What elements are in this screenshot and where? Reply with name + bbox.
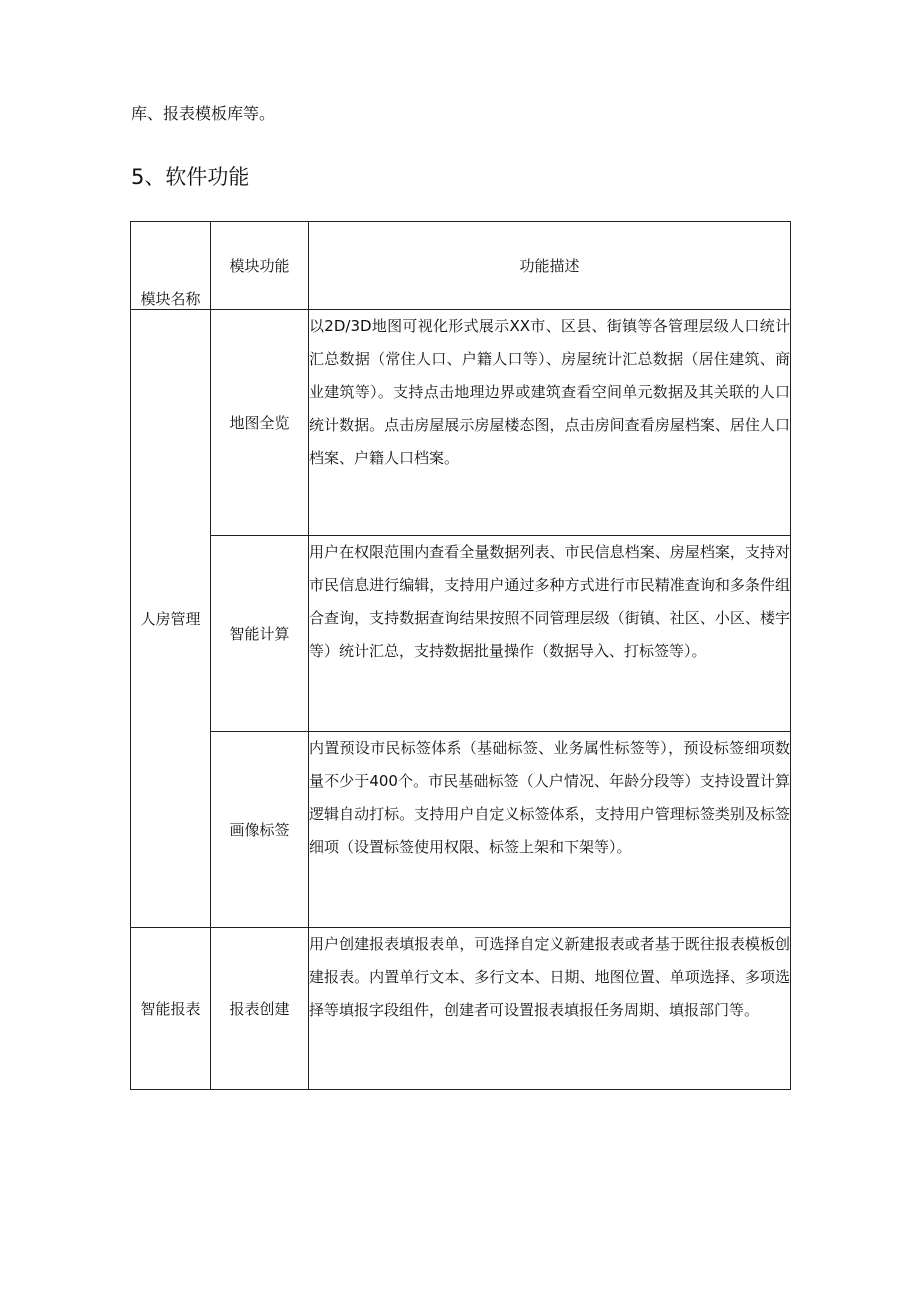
table-row	[131, 536, 791, 732]
function-description-cell: 内置预设市民标签体系（基础标签、业务属性标签等），预设标签细项数量不少于400个。市民基础标签（人户情况、年龄分段等）支持设置计算逻辑自动打标。支持用户自定义标签体系，支持用户管理标签类别及标签细项（设置标签使用权限、标签上架和下架等）。	[309, 732, 791, 928]
function-name-cell: 报表创建	[211, 928, 309, 1090]
table-row	[131, 928, 791, 1090]
function-name-cell: 画像标签	[211, 732, 309, 928]
header-module-name: 模块名称	[131, 222, 211, 310]
module-name-cell: 智能报表	[131, 928, 211, 1090]
table-header-row	[131, 222, 791, 310]
header-function-description: 功能描述	[309, 222, 791, 310]
header-module-function: 模块功能	[211, 222, 309, 310]
module-name-cell: 人房管理	[131, 310, 211, 928]
function-name-cell: 智能计算	[211, 536, 309, 732]
function-name-cell: 地图全览	[211, 310, 309, 536]
function-description-cell: 用户创建报表填报表单，可选择自定义新建报表或者基于既往报表模板创建报表。内置单行文本、多行文本、日期、地图位置、单项选择、多项选择等填报字段组件，创建者可设置报表填报任务周期、填报部门等。	[309, 928, 791, 1090]
table-row	[131, 732, 791, 928]
table-row	[131, 310, 791, 536]
function-description-cell: 以2D/3D地图可视化形式展示XX市、区县、街镇等各管理层级人口统计汇总数据（常住人口、户籍人口等）、房屋统计汇总数据（居住建筑、商业建筑等）。支持点击地理边界或建筑查看空间单元数据及其关联的人口统计数据。点击房屋展示房屋楼态图，点击房间查看房屋档案、居住人口档案、户籍人口档案。	[309, 310, 791, 536]
function-description-cell: 用户在权限范围内查看全量数据列表、市民信息档案、房屋档案，支持对市民信息进行编辑，支持用户通过多种方式进行市民精准查询和多条件组合查询，支持数据查询结果按照不同管理层级（街镇、社区、小区、楼宇等）统计汇总，支持数据批量操作（数据导入、打标签等）。	[309, 536, 791, 732]
software-function-table	[130, 221, 791, 1090]
section-heading: 5、软件功能	[131, 165, 250, 189]
continuation-text: 库、报表模板库等。	[131, 104, 276, 123]
